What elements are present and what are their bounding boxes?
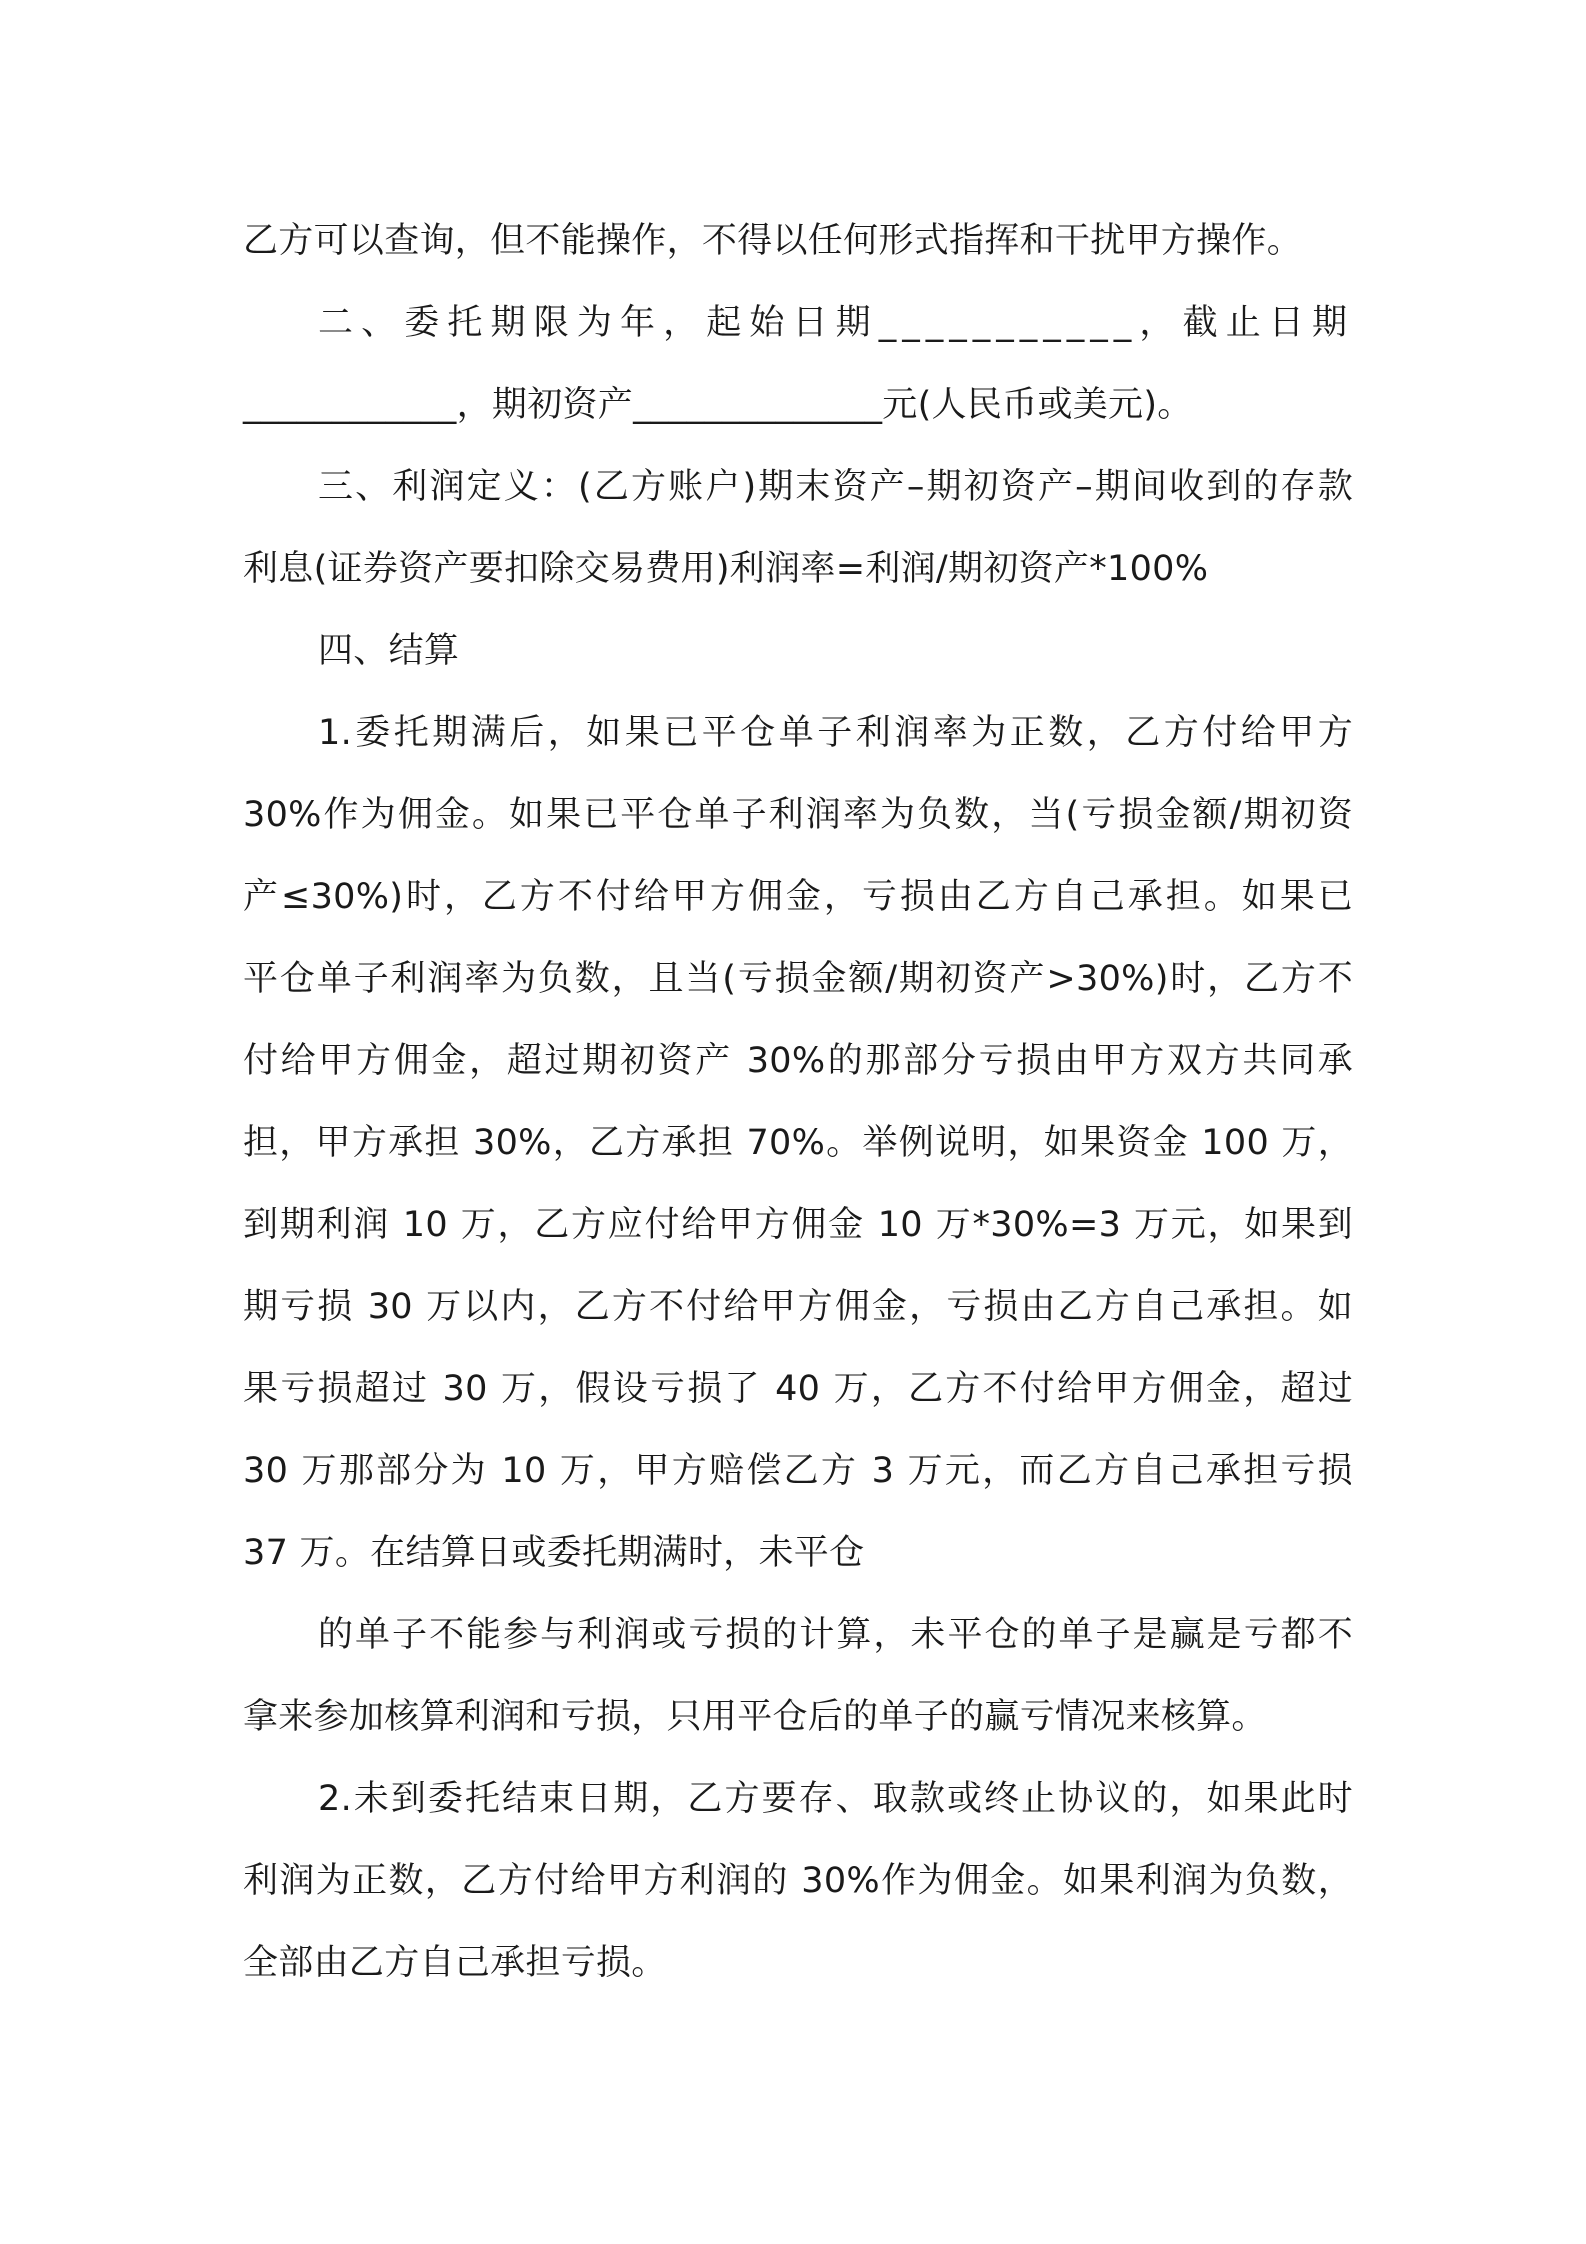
clause-2-start: 2.未到委托结束日期，乙方要存、取款或终止协议的，如果此时: [318, 1779, 1353, 1819]
text-line: 利息(证券资产要扣除交易费用)利润率=利润/期初资产*100%: [243, 549, 1209, 589]
text-line: 30 万那部分为 10 万，甲方赔偿乙方 3 万元，而乙方自己承担亏损: [243, 1451, 1353, 1491]
text-line: 果亏损超过 30 万，假设亏损了 40 万，乙方不付给甲方佣金，超过: [243, 1369, 1353, 1409]
text-line: 全部由乙方自己承担亏损。: [243, 1943, 667, 1983]
text-line: 到期利润 10 万，乙方应付给甲方佣金 10 万*30%=3 万元，如果到: [243, 1205, 1353, 1245]
text-line: 拿来参加核算利润和亏损，只用平仓后的单子的赢亏情况来核算。: [243, 1697, 1267, 1737]
text-line: 期亏损 30 万以内，乙方不付给甲方佣金，亏损由乙方自己承担。如: [243, 1287, 1353, 1327]
text-line: 利润为正数，乙方付给甲方利润的 30%作为佣金。如果利润为负数，: [243, 1861, 1353, 1901]
text-line: 的单子不能参与利润或亏损的计算，未平仓的单子是赢是亏都不: [318, 1615, 1353, 1655]
text-line: 乙方可以查询，但不能操作，不得以任何形式指挥和干扰甲方操作。: [243, 221, 1303, 261]
text-line: 产≤30%)时，乙方不付给甲方佣金，亏损由乙方自己承担。如果已: [243, 877, 1353, 917]
text-line: 平仓单子利润率为负数，且当(亏损金额/期初资产>30%)时，乙方不: [243, 959, 1353, 999]
text-line: 担，甲方承担 30%，乙方承担 70%。举例说明，如果资金 100 万，: [243, 1123, 1353, 1163]
text-line: 37 万。在结算日或委托期满时，未平仓: [243, 1533, 865, 1573]
text-line: ____________，期初资产______________元(人民币或美元)。: [243, 385, 1193, 425]
section-heading-profit-definition: 三、利润定义：(乙方账户)期末资产–期初资产–期间收到的存款: [318, 467, 1353, 507]
document-body: [243, 200, 1353, 2004]
section-heading-term: 二、委托期限为年，起始日期___________，截止日期: [318, 303, 1353, 343]
clause-1-start: 1.委托期满后，如果已平仓单子利润率为正数，乙方付给甲方: [318, 713, 1353, 753]
text-line: 付给甲方佣金，超过期初资产 30%的那部分亏损由甲方双方共同承: [243, 1041, 1353, 1081]
text-line: 30%作为佣金。如果已平仓单子利润率为负数，当(亏损金额/期初资: [243, 795, 1353, 835]
section-heading-settlement: 四、结算: [318, 631, 460, 671]
